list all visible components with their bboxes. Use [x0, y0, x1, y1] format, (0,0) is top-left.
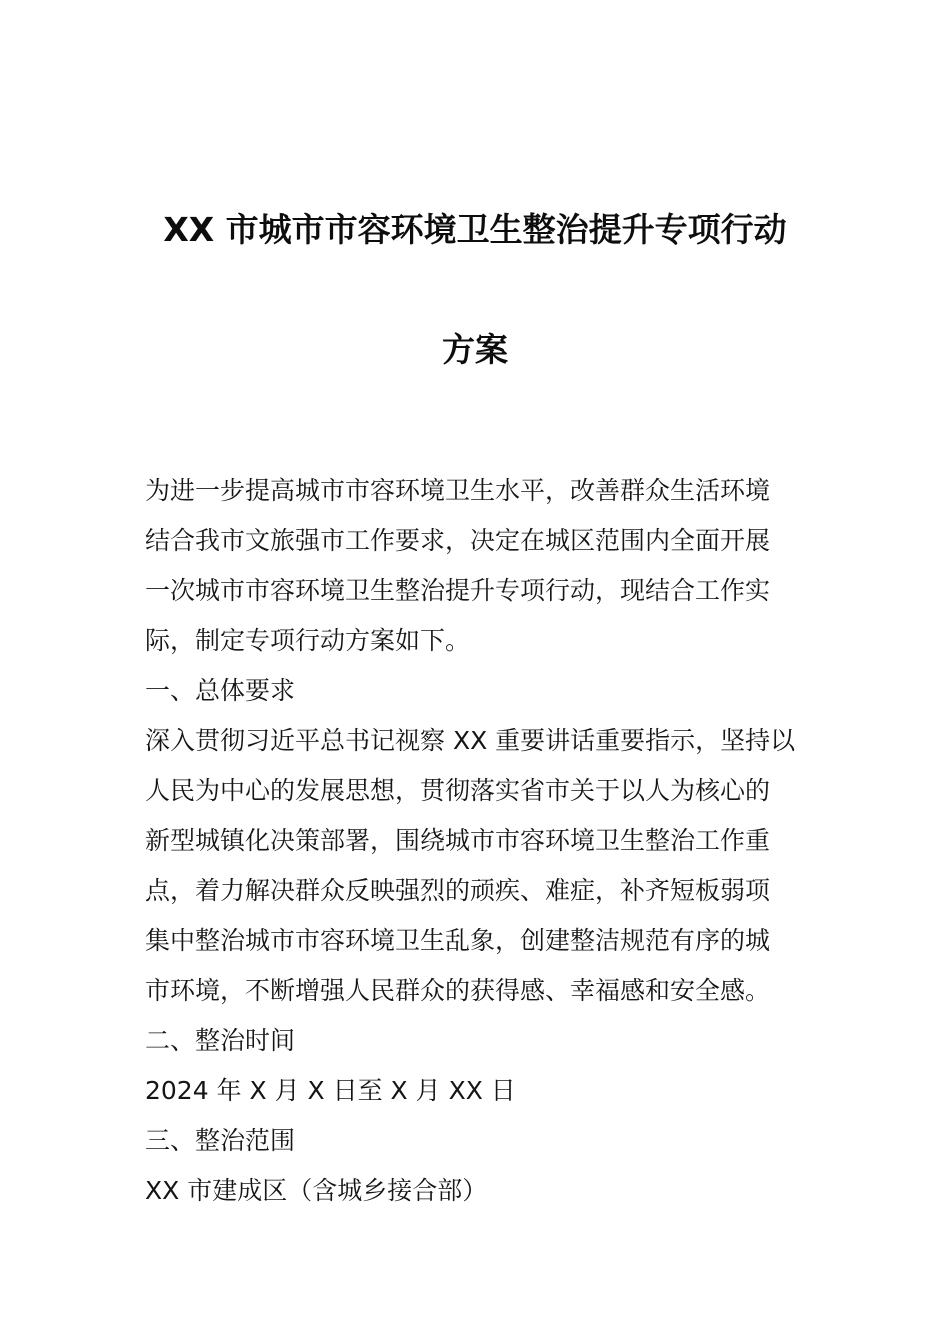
- general-requirements-line-1: 深入贯彻习近平总书记视察 XX 重要讲话重要指示，坚持以: [145, 726, 796, 755]
- general-requirements-line-3: 新型城镇化决策部署，围绕城市市容环境卫生整治工作重: [145, 826, 771, 855]
- general-requirements-line-5: 集中整治城市市容环境卫生乱象，创建整洁规范有序的城: [145, 926, 771, 955]
- section-heading-remediation-time: 二、整治时间: [145, 1026, 296, 1055]
- section-heading-general-requirements: 一、总体要求: [145, 676, 296, 705]
- document-body: [145, 466, 810, 1216]
- document-title-line-1: XX 市城市市容环境卫生整治提升专项行动: [163, 210, 787, 249]
- intro-line-2: 结合我市文旅强市工作要求，决定在城区范围内全面开展: [145, 526, 771, 555]
- remediation-time-value: 2024 年 X 月 X 日至 X 月 XX 日: [145, 1076, 516, 1105]
- intro-line-1: 为进一步提高城市市容环境卫生水平，改善群众生活环境: [145, 476, 771, 505]
- section-heading-remediation-scope: 三、整治范围: [145, 1126, 296, 1155]
- intro-line-4: 际，制定专项行动方案如下。: [145, 626, 471, 655]
- intro-line-3: 一次城市市容环境卫生整治提升专项行动，现结合工作实: [145, 576, 771, 605]
- general-requirements-line-2: 人民为中心的发展思想，贯彻落实省市关于以人为核心的: [145, 776, 771, 805]
- general-requirements-line-6: 市环境，不断增强人民群众的获得感、幸福感和安全感。: [145, 976, 771, 1005]
- remediation-scope-value: XX 市建成区（含城乡接合部）: [145, 1176, 488, 1205]
- general-requirements-line-4: 点，着力解决群众反映强烈的顽疾、难症，补齐短板弱项: [145, 876, 771, 905]
- document-title-line-2: 方案: [442, 330, 508, 369]
